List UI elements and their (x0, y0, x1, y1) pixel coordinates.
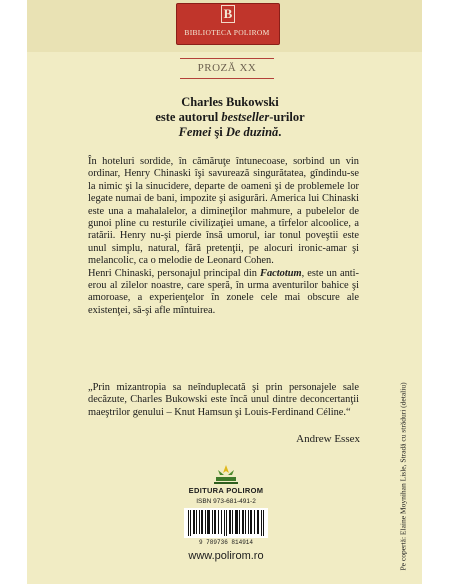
blurb (88, 156, 359, 317)
isbn: ISBN 973-681-491-2 (196, 498, 256, 505)
cover-art-credit (397, 382, 409, 580)
headline (110, 95, 350, 140)
quote-author: Andrew Essex (296, 433, 360, 445)
cover-art-credit-text: Pe copertă: Elaine Moynihan Lisle, Stradă cu străduri (detaliu) (398, 382, 408, 571)
review-quote: „Prin mizantropia sa neînduplecată şi prin personajele sale decăzute, Charles Bukowski este încă unul dintre deconcertanţii maeştrilor genului – Knut Hamsun şi Louis-Ferdinand Céline.“ (88, 382, 359, 418)
publisher-logo-icon (208, 463, 244, 485)
headline-line-3: Femei şi De duzină. (178, 125, 282, 139)
barcode (184, 508, 268, 538)
series-rule-top (180, 58, 274, 59)
headline-author: Charles Bukowski (181, 95, 279, 109)
series-logo-label: BIBLIOTECA POLIROM (184, 28, 270, 37)
publisher-name: EDITURA POLIROM (188, 486, 264, 495)
barcode-number: 9 789736 814914 (198, 539, 253, 546)
headline-line-2: este autorul bestseller-urilor (155, 110, 305, 124)
blurb-paragraph-1: În hoteluri sordide, în cămăruţe întunecoase, sorbind un vin ordinar, Henry Chinaski îşi savurează singurătatea, gîndindu-se la nimic şi la sinucidere, departe de oameni şi de problemele lor legate numai de bani, impozite şi asigurări. America lui Chinaski este una a mahalalelor, a dimineţilor mahmure, a pubelelor de gunoi pline cu resturile civilizaţiei umane, a tîrfelor alcoolice, a ratării. Henry nu-şi pierde însă umorul, iar tonul poveştii este unul simplu, natural, fără pretenţii, pe alocuri ironic-amar şi melancolic, ca o melodie de Leonard Cohen. (88, 156, 359, 267)
series-logo-mark: B (221, 5, 235, 23)
series-rule-bottom (180, 78, 274, 79)
series-name: PROZĂ XX (197, 62, 257, 74)
publisher-website: www.polirom.ro (188, 550, 264, 562)
blurb-paragraph-2: Henri Chinaski, personajul principal din Factotum, este un anti-erou al zilelor noastre, care speră, în urma aventurilor bahice şi amoroase, a experienţelor în zonele cele mai obscure ale existenţei, să-şi afle mîntuirea. (88, 267, 359, 316)
